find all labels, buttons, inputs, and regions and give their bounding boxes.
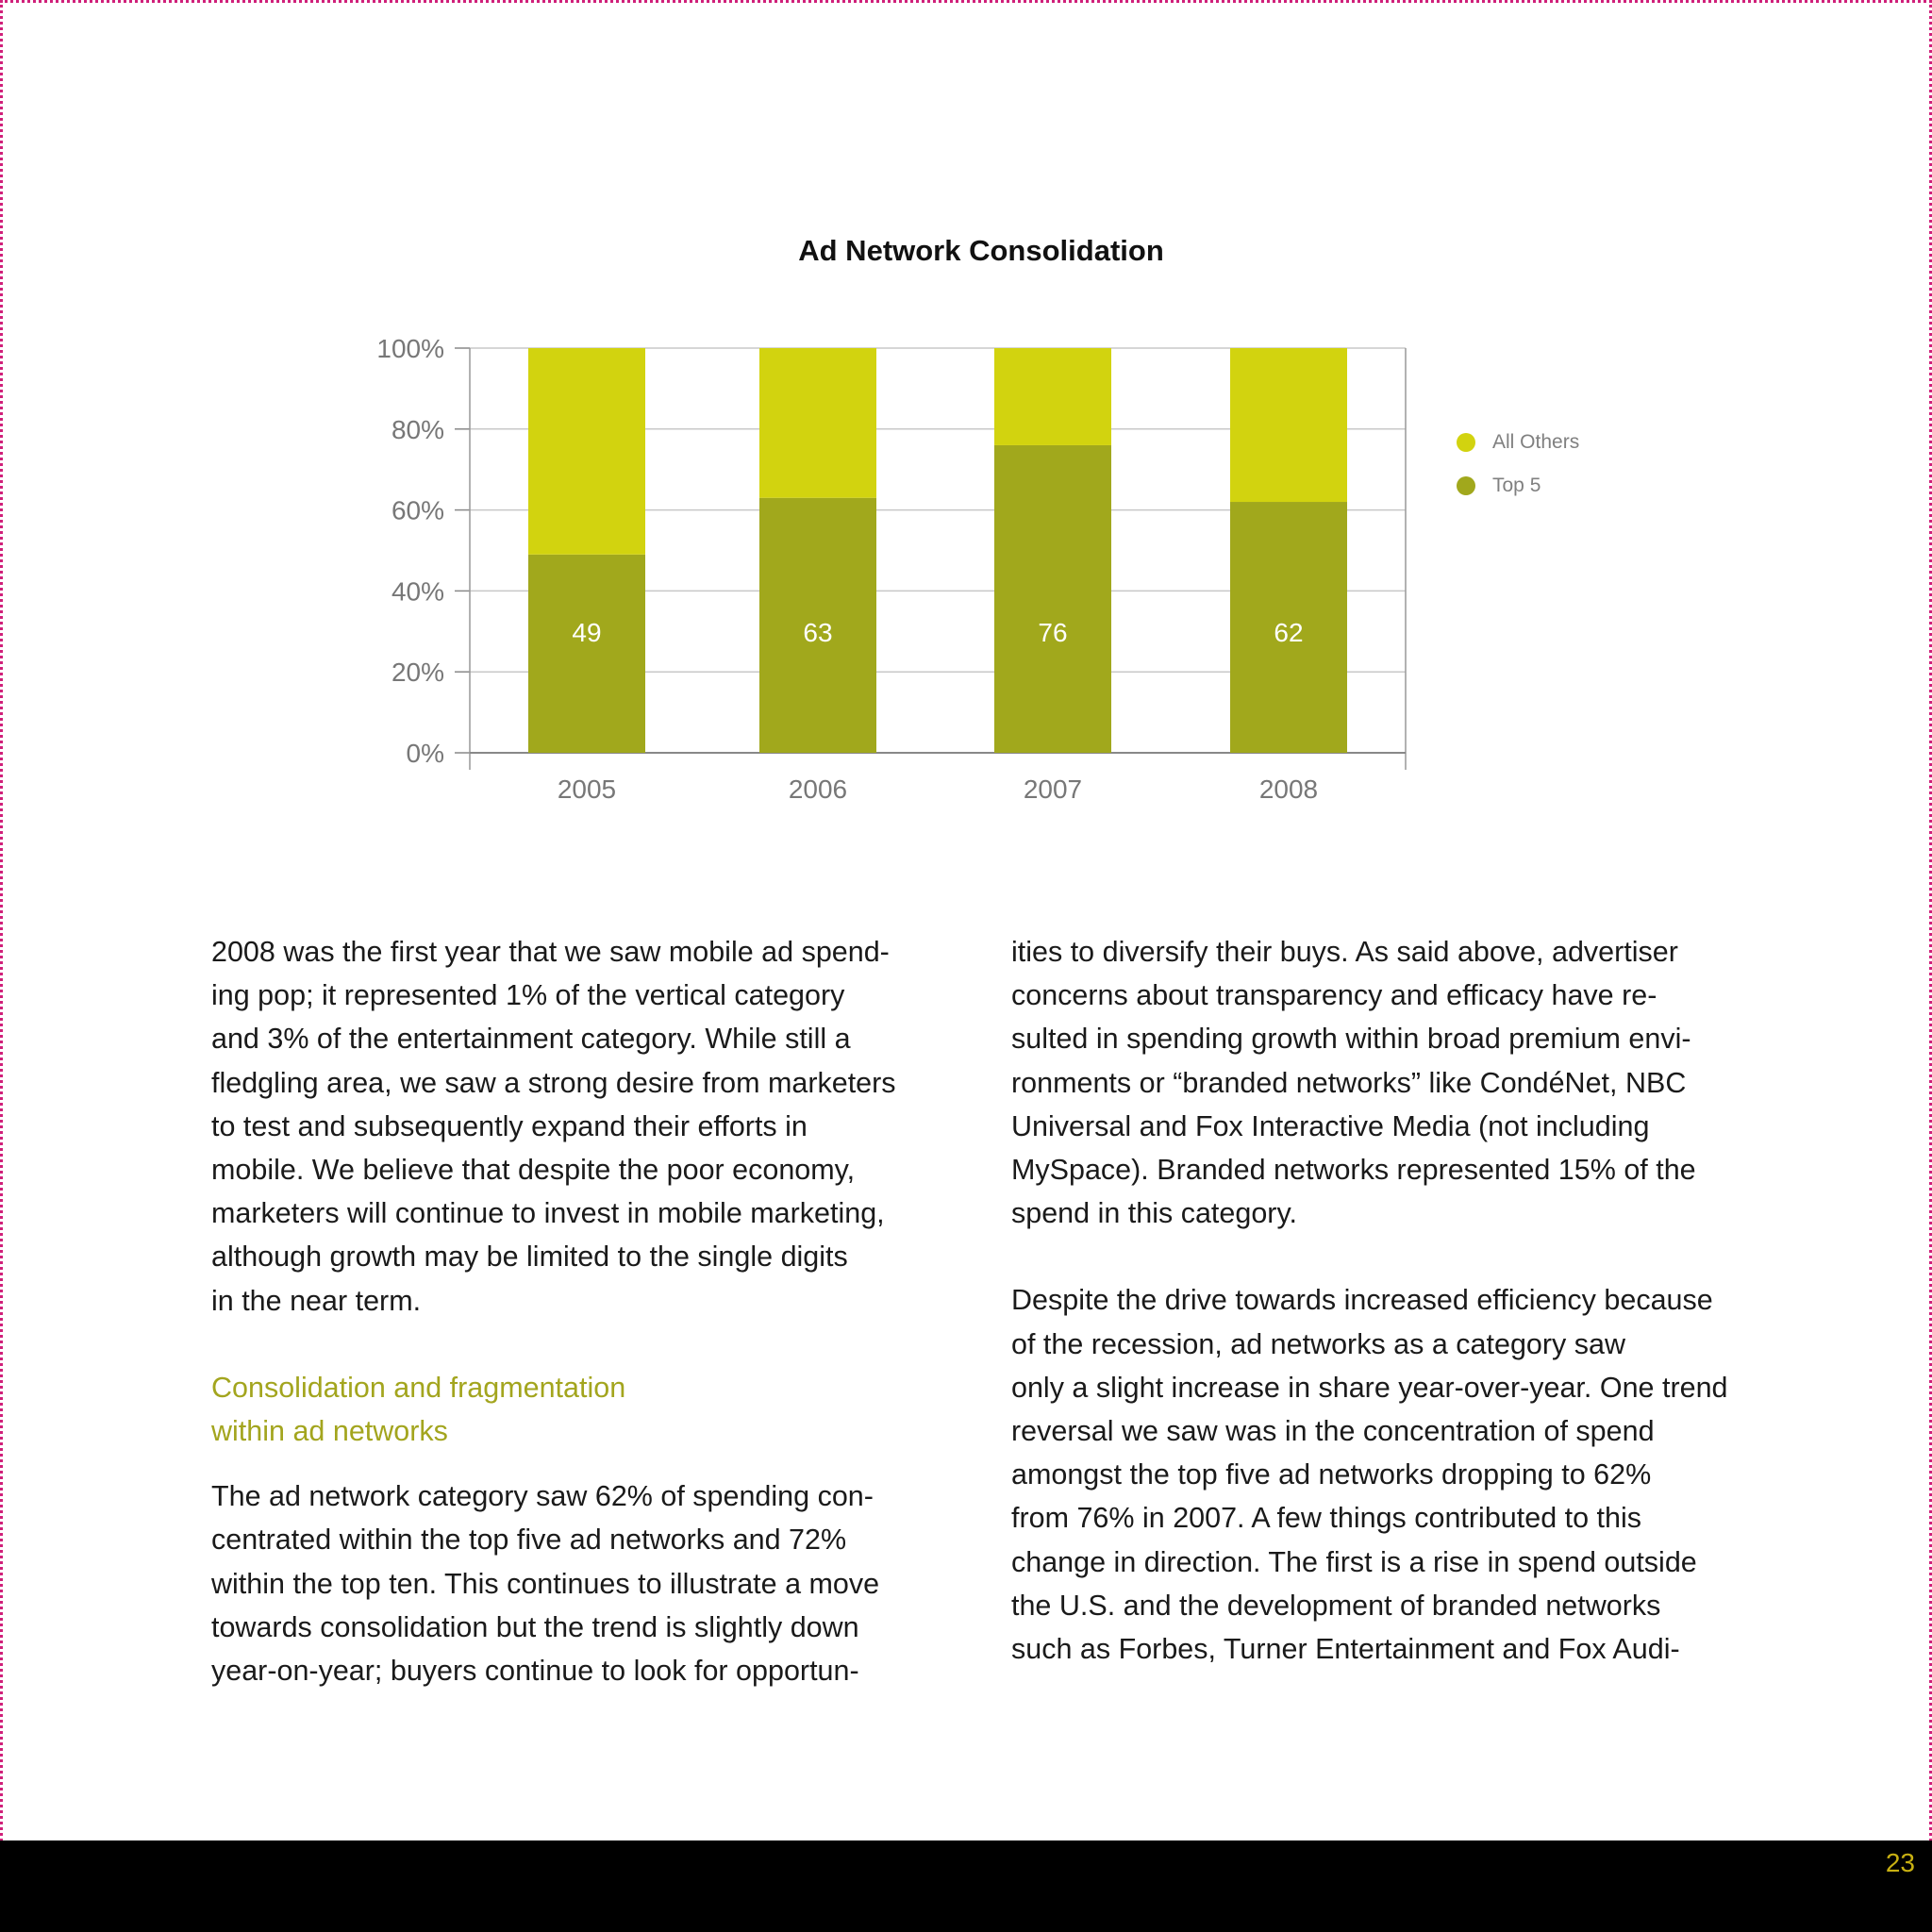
y-tick-label: 20% <box>391 658 444 688</box>
text-line: centrated within the top five ad networks and 72% <box>211 1524 847 1557</box>
text-line: to test and subsequently expand their efforts in <box>211 1109 808 1142</box>
heading-line: within ad networks <box>211 1415 448 1448</box>
text-line: only a slight increase in share year-over-year. One trend <box>1011 1371 1728 1404</box>
y-tick-label: 100% <box>376 334 444 363</box>
bar-all-others-2006 <box>759 348 876 498</box>
text-line: towards consolidation but the trend is slightly down <box>211 1610 859 1643</box>
text-line: marketers will continue to invest in mobile marketing, <box>211 1197 885 1230</box>
stacked-bar-chart <box>0 0 1932 849</box>
text-line: and 3% of the entertainment category. While still a <box>211 1023 851 1056</box>
text-line: reversal we saw was in the concentration of spend <box>1011 1415 1655 1448</box>
text-line: of the recession, ad networks as a category saw <box>1011 1327 1625 1360</box>
x-tick-label-2006: 2006 <box>788 774 848 804</box>
x-tick-label-2005: 2005 <box>557 774 617 804</box>
data-label-2006: 63 <box>803 618 833 647</box>
text-line: Universal and Fox Interactive Media (not including <box>1011 1109 1650 1142</box>
text-line: concerns about transparency and efficacy have re- <box>1011 979 1657 1012</box>
x-tick-label-2008: 2008 <box>1258 774 1319 804</box>
right-column <box>1011 930 1766 1671</box>
text-line: MySpace). Branded networks represented 15% of the <box>1011 1154 1696 1187</box>
legend-item-all-others <box>1457 421 1579 464</box>
y-tick-label: 40% <box>391 576 444 607</box>
text-line: change in direction. The first is a rise in spend outside <box>1011 1545 1697 1578</box>
text-line: sulted in spending growth within broad premium envi- <box>1011 1023 1691 1056</box>
bar-all-others-2005 <box>528 348 645 555</box>
text-line: 2008 was the first year that we saw mobile ad spend- <box>211 936 890 968</box>
legend-label-all-others: All Others <box>1492 431 1580 453</box>
text-line: Despite the drive towards increased efficiency because <box>1011 1284 1713 1317</box>
legend-item-top-5 <box>1457 464 1579 508</box>
legend-label-top-5: Top 5 <box>1492 475 1541 496</box>
text-line: in the near term. <box>211 1284 422 1317</box>
left-column <box>211 930 966 1692</box>
legend-swatch-top-5 <box>1457 476 1475 495</box>
bar-top-5-2007 <box>994 445 1111 753</box>
y-tick-label: 80% <box>391 414 444 444</box>
text-line: although growth may be limited to the single digits <box>211 1241 848 1274</box>
data-label-2008: 62 <box>1274 618 1304 647</box>
text-line: ing pop; it represented 1% of the vertical category <box>211 979 845 1012</box>
text-line: from 76% in 2007. A few things contributed to this <box>1011 1502 1642 1535</box>
page-number: 23 <box>1885 1848 1915 1877</box>
x-tick-label-2007: 2007 <box>1023 774 1083 804</box>
chart-legend <box>1457 421 1579 508</box>
paragraph-mobile <box>211 930 966 1323</box>
text-line: fledgling area, we saw a strong desire from marketers <box>211 1066 896 1099</box>
text-line: spend in this category. <box>1011 1197 1297 1230</box>
bar-top-5-2005 <box>528 555 645 753</box>
text-line: the U.S. and the development of branded networks <box>1011 1589 1661 1622</box>
legend-swatch-all-others <box>1457 433 1475 452</box>
paragraph-recession <box>1011 1278 1766 1671</box>
text-line: within the top ten. This continues to illustrate a move <box>211 1567 880 1600</box>
paragraph-diversify <box>1011 930 1766 1235</box>
data-label-2005: 49 <box>572 618 602 647</box>
text-line: The ad network category saw 62% of spending con- <box>211 1480 874 1513</box>
text-line: mobile. We believe that despite the poor economy, <box>211 1154 856 1187</box>
y-tick-label: 60% <box>391 495 444 525</box>
bar-all-others-2008 <box>1230 348 1347 502</box>
text-line: amongst the top five ad networks dropping to 62% <box>1011 1458 1652 1491</box>
bar-all-others-2007 <box>994 348 1111 445</box>
chart-title: Ad Network Consolidation <box>798 234 1164 267</box>
text-line: such as Forbes, Turner Entertainment and Fox Audi- <box>1011 1633 1680 1666</box>
footer-bar <box>0 1840 1932 1932</box>
heading-line: Consolidation and fragmentation <box>211 1371 626 1404</box>
paragraph-consolidation <box>211 1474 966 1692</box>
text-line: ities to diversify their buys. As said above, advertiser <box>1011 936 1678 968</box>
section-heading <box>211 1366 966 1453</box>
data-label-2007: 76 <box>1038 618 1068 647</box>
y-tick-label: 0% <box>406 739 444 768</box>
text-line: year-on-year; buyers continue to look for opportun- <box>211 1655 859 1688</box>
text-line: ronments or “branded networks” like CondéNet, NBC <box>1011 1066 1687 1099</box>
